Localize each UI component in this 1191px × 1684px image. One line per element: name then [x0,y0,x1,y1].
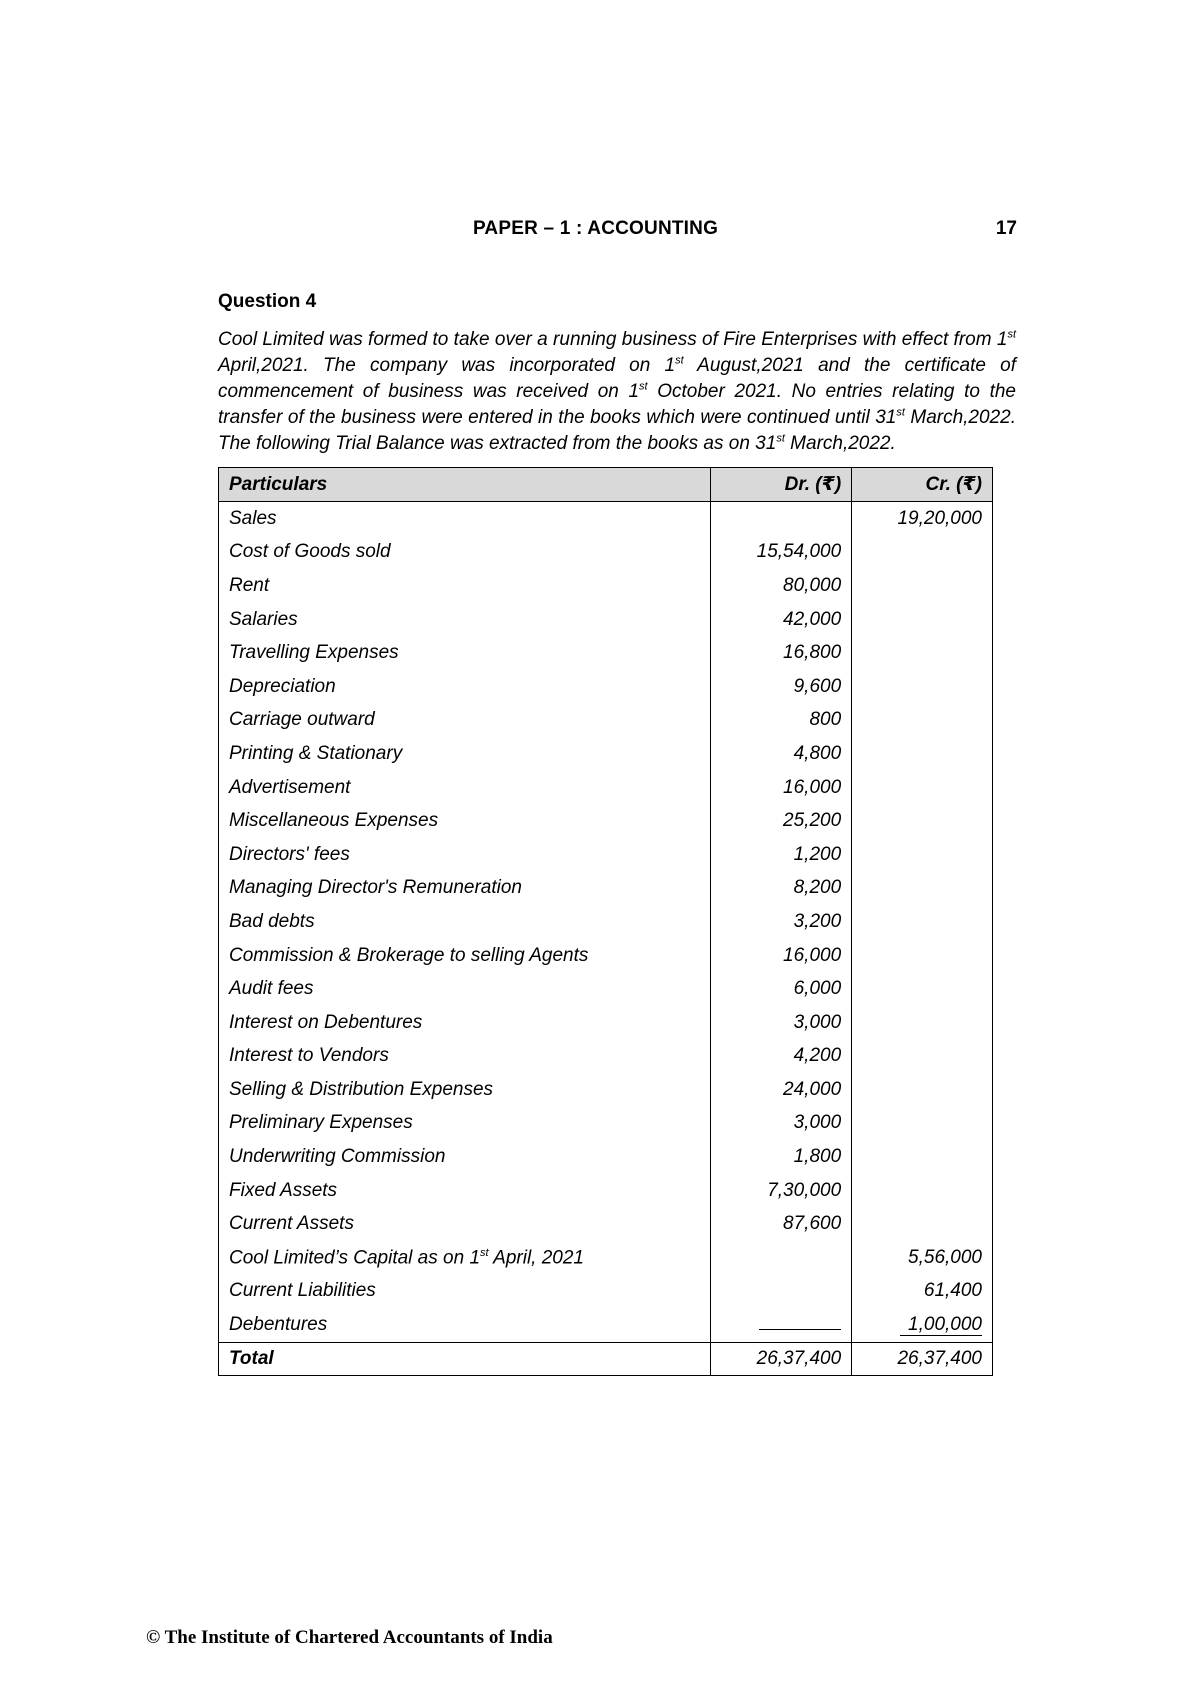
table-row [219,1006,993,1040]
row-cr-amount [852,1107,993,1141]
row-dr-amount: 16,000 [711,939,852,973]
row-cr-amount [852,1006,993,1040]
row-particular: Audit fees [219,972,711,1006]
question-heading: Question 4 [218,291,317,312]
row-cr-amount: 19,20,000 [852,502,993,536]
row-dr-amount: 16,000 [711,771,852,805]
table-row [219,939,993,973]
row-dr-amount: 3,000 [711,1107,852,1141]
row-dr-amount: 25,200 [711,804,852,838]
row-dr-amount [711,502,852,536]
table-row [219,1140,993,1174]
row-particular: Travelling Expenses [219,636,711,670]
row-particular: Managing Director's Remuneration [219,872,711,906]
row-particular: Cost of Goods sold [219,536,711,570]
table-row [219,872,993,906]
table-row [219,569,993,603]
row-particular: Underwriting Commission [219,1140,711,1174]
row-cr-amount [852,636,993,670]
total-label: Total [219,1342,711,1375]
row-dr-amount [711,1241,852,1275]
page-number: 17 [995,218,1017,239]
row-dr-amount: 3,200 [711,905,852,939]
row-cr-amount [852,1174,993,1208]
total-dr: 26,37,400 [711,1342,852,1375]
row-cr-amount [852,972,993,1006]
table-row [219,1207,993,1241]
row-cr-amount [852,771,993,805]
row-cr-amount [852,569,993,603]
table-row [219,737,993,771]
row-particular: Sales [219,502,711,536]
header-dr: Dr. (₹) [711,468,852,502]
table-row [219,838,993,872]
row-particular: Current Liabilities [219,1275,711,1309]
row-dr-amount: 8,200 [711,872,852,906]
table-row [219,603,993,637]
table-row [219,905,993,939]
row-cr-amount [852,939,993,973]
table-row [219,1040,993,1074]
copyright-footer: © The Institute of Chartered Accountants of India [146,1627,553,1648]
row-particular: Interest on Debentures [219,1006,711,1040]
row-cr-amount [852,603,993,637]
trial-balance-table [218,467,993,1376]
row-cr-amount [852,838,993,872]
row-cr-amount [852,704,993,738]
row-cr-amount: 5,56,000 [852,1241,993,1275]
table-row [219,1241,993,1275]
row-dr-amount: 80,000 [711,569,852,603]
row-particular: Directors' fees [219,838,711,872]
row-dr-amount: 4,800 [711,737,852,771]
row-particular: Advertisement [219,771,711,805]
row-cr-amount: 61,400 [852,1275,993,1309]
table-row [219,1174,993,1208]
total-cr: 26,37,400 [852,1342,993,1375]
table-row [219,1275,993,1309]
row-dr-amount: 42,000 [711,603,852,637]
row-cr-amount [852,905,993,939]
row-dr-amount: 15,54,000 [711,536,852,570]
table-row [219,1308,993,1342]
row-particular: Depreciation [219,670,711,704]
row-dr-amount: 1,200 [711,838,852,872]
row-dr-amount: 1,800 [711,1140,852,1174]
row-particular: Salaries [219,603,711,637]
row-cr-amount [852,1207,993,1241]
table-row [219,1073,993,1107]
table-body [219,502,993,1376]
row-dr-amount: 4,200 [711,1040,852,1074]
table-row [219,670,993,704]
row-particular: Printing & Stationary [219,737,711,771]
row-dr-amount: 24,000 [711,1073,852,1107]
row-cr-amount [852,804,993,838]
row-dr-amount [711,1275,852,1309]
row-particular: Fixed Assets [219,1174,711,1208]
table-row [219,704,993,738]
row-cr-amount [852,737,993,771]
row-particular: Debentures [219,1308,711,1342]
row-cr-amount [852,1140,993,1174]
row-dr-amount: 9,600 [711,670,852,704]
row-particular: Cool Limited’s Capital as on 1st April, 2021 [219,1241,711,1275]
total-row [219,1342,993,1375]
row-dr-amount: 3,000 [711,1006,852,1040]
row-particular: Miscellaneous Expenses [219,804,711,838]
row-dr-amount: 7,30,000 [711,1174,852,1208]
table-row [219,1107,993,1141]
row-dr-amount: 87,600 [711,1207,852,1241]
row-cr-amount [852,1040,993,1074]
row-particular: Interest to Vendors [219,1040,711,1074]
row-cr-amount [852,872,993,906]
row-particular: Bad debts [219,905,711,939]
row-particular: Commission & Brokerage to selling Agents [219,939,711,973]
table-row [219,771,993,805]
table-header-row [219,468,993,502]
row-particular: Preliminary Expenses [219,1107,711,1141]
row-particular: Selling & Distribution Expenses [219,1073,711,1107]
header-cr: Cr. (₹) [852,468,993,502]
page-header-title: PAPER – 1 : ACCOUNTING [472,218,719,239]
row-cr-amount [852,536,993,570]
question-intro: Cool Limited was formed to take over a running business of Fire Enterprises with effect from 1st April,2021. The company was incorporated on 1st August,2021 and the certificate of commencement of business was received on 1st October 2021. No entries relating to the transfer of the business were entered in the books which were continued until 31st March,2022. The following Trial Balance was extracted from the books as on 31st March,2022. [218,328,1017,454]
table-row [219,804,993,838]
row-particular: Rent [219,569,711,603]
table-row [219,636,993,670]
row-dr-amount [711,1308,852,1342]
row-cr-amount [852,670,993,704]
row-cr-amount [852,1073,993,1107]
header-particulars: Particulars [219,468,711,502]
row-dr-amount: 16,800 [711,636,852,670]
row-dr-amount: 800 [711,704,852,738]
row-dr-amount: 6,000 [711,972,852,1006]
row-particular: Carriage outward [219,704,711,738]
row-particular: Current Assets [219,1207,711,1241]
row-cr-amount: 1,00,000 [852,1308,993,1342]
table-row [219,972,993,1006]
table-row [219,536,993,570]
table-row [219,502,993,536]
